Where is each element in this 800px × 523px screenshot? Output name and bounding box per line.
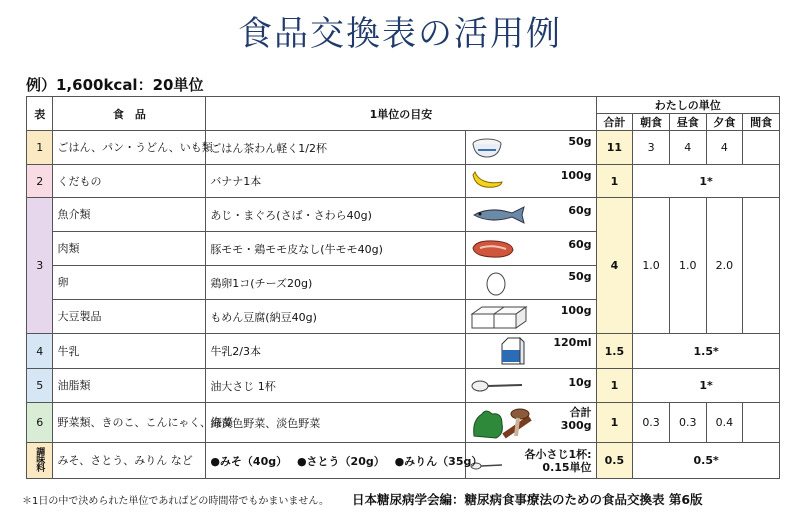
units-total: 1.5	[596, 334, 633, 369]
unit-guide: 油大さじ 1杯	[206, 369, 466, 403]
food-name: 大豆製品	[53, 300, 206, 334]
seasoning-sugar: ●さとう（20g）	[296, 454, 385, 468]
units-total: 1	[596, 369, 633, 403]
unit-amount: 100g	[560, 169, 592, 182]
units-breakfast: 1.0	[633, 198, 670, 334]
table-number: 2	[27, 165, 53, 198]
units-breakfast: 0.3	[633, 403, 670, 443]
unit-amount-label: 各小さじ1杯:	[524, 447, 592, 461]
units-total: 1	[596, 403, 633, 443]
table-number: 6	[27, 403, 53, 443]
unit-amount: 100g	[560, 303, 592, 317]
tofu-icon	[470, 304, 528, 330]
units-dinner: 2.0	[706, 198, 743, 334]
table-number: 4	[27, 334, 53, 369]
units-dinner: 4	[706, 131, 743, 165]
food-exchange-table	[26, 96, 780, 479]
seasoning-mirin: ●みりん（35g）	[394, 454, 483, 468]
units-total: 0.5	[596, 443, 633, 479]
milk-carton-icon	[496, 336, 526, 366]
food-name: 野菜類、きのこ、こんにゃく、海藻	[53, 403, 206, 443]
unit-amount: 0.15単位	[542, 460, 592, 474]
table-row	[27, 131, 780, 165]
table-row	[27, 443, 780, 479]
fish-icon	[470, 204, 526, 226]
unit-amount: 60g	[568, 237, 592, 251]
unit-guide: あじ・まぐろ(さば・さわら40g)	[206, 198, 466, 232]
units-snack	[743, 198, 780, 334]
table-row	[27, 369, 780, 403]
example-caption: 例）1,600kcal：20単位	[26, 76, 204, 94]
page-title: 食品交換表の活用例	[238, 14, 562, 54]
unit-guide: もめん豆腐(納豆40g)	[206, 300, 466, 334]
header-my-units: わたしの単位	[596, 97, 779, 114]
units-total: 4	[596, 198, 633, 334]
source-citation: 日本糖尿病学会編：糖尿病食事療法のための食品交換表 第6版	[352, 492, 703, 507]
units-any-time: 1.5*	[633, 334, 780, 369]
units-total: 11	[596, 131, 633, 165]
meat-icon	[470, 238, 516, 260]
food-name: 卵	[53, 266, 206, 300]
units-any-time: 1*	[633, 369, 780, 403]
header-table: 表	[27, 97, 53, 131]
units-dinner: 0.4	[706, 403, 743, 443]
table-number: 1	[27, 131, 53, 165]
unit-guide: 緑黄色野菜、淡色野菜	[206, 403, 466, 443]
units-any-time: 0.5*	[633, 443, 780, 479]
unit-amount: 120ml	[553, 336, 592, 349]
unit-guide: 牛乳2/3本	[206, 334, 466, 369]
units-any-time: 1*	[633, 165, 780, 198]
unit-amount: 60g	[568, 203, 592, 217]
units-snack	[743, 131, 780, 165]
unit-amount: 300g	[560, 418, 592, 432]
food-name: 肉類	[53, 232, 206, 266]
header-breakfast: 朝食	[633, 114, 670, 131]
spoon-icon	[470, 376, 526, 396]
header-lunch: 昼食	[669, 114, 706, 131]
food-name: みそ、さとう、みりん など	[53, 443, 206, 479]
unit-guide: バナナ1本	[206, 165, 466, 198]
unit-guide: 豚モモ・鶏モモ皮なし(牛モモ40g)	[206, 232, 466, 266]
header-snack: 間食	[743, 114, 780, 131]
unit-amount: 50g	[568, 269, 592, 283]
unit-amount: 10g	[568, 375, 592, 389]
units-breakfast: 3	[633, 131, 670, 165]
header-dinner: 夕食	[706, 114, 743, 131]
table-number: 3	[27, 198, 53, 334]
egg-icon	[484, 270, 508, 296]
header-total: 合計	[596, 114, 633, 131]
table-number: 調味料	[34, 447, 45, 471]
units-lunch: 4	[669, 131, 706, 165]
banana-icon	[470, 169, 504, 193]
seasoning-miso: ●みそ（40g）	[210, 454, 288, 468]
header-row	[27, 97, 780, 114]
header-guide: 1単位の目安	[206, 97, 596, 131]
table-row	[27, 334, 780, 369]
table-row	[27, 165, 780, 198]
table-row	[27, 198, 780, 232]
table-row	[27, 403, 780, 443]
food-name: ごはん、パン・うどん、いも類	[53, 131, 206, 165]
food-name: 油脂類	[53, 369, 206, 403]
food-name: 魚介類	[53, 198, 206, 232]
unit-guide: ごはん茶わん軽く1/2杯	[206, 131, 466, 165]
units-total: 1	[596, 165, 633, 198]
units-lunch: 1.0	[669, 198, 706, 334]
units-snack	[743, 403, 780, 443]
unit-amount-label: 合計	[569, 405, 592, 419]
unit-guide: 鶏卵1コ(チーズ20g)	[206, 266, 466, 300]
rice-bowl-icon	[470, 135, 504, 161]
header-food: 食 品	[53, 97, 206, 131]
food-name: 牛乳	[53, 334, 206, 369]
table-number: 5	[27, 369, 53, 403]
unit-amount: 50g	[568, 134, 592, 148]
units-lunch: 0.3	[669, 403, 706, 443]
footnote: ＊1日の中で決められた単位であればどの時間帯でもかまいません。	[22, 496, 329, 507]
food-name: くだもの	[53, 165, 206, 198]
vegetables-icon	[470, 406, 540, 440]
